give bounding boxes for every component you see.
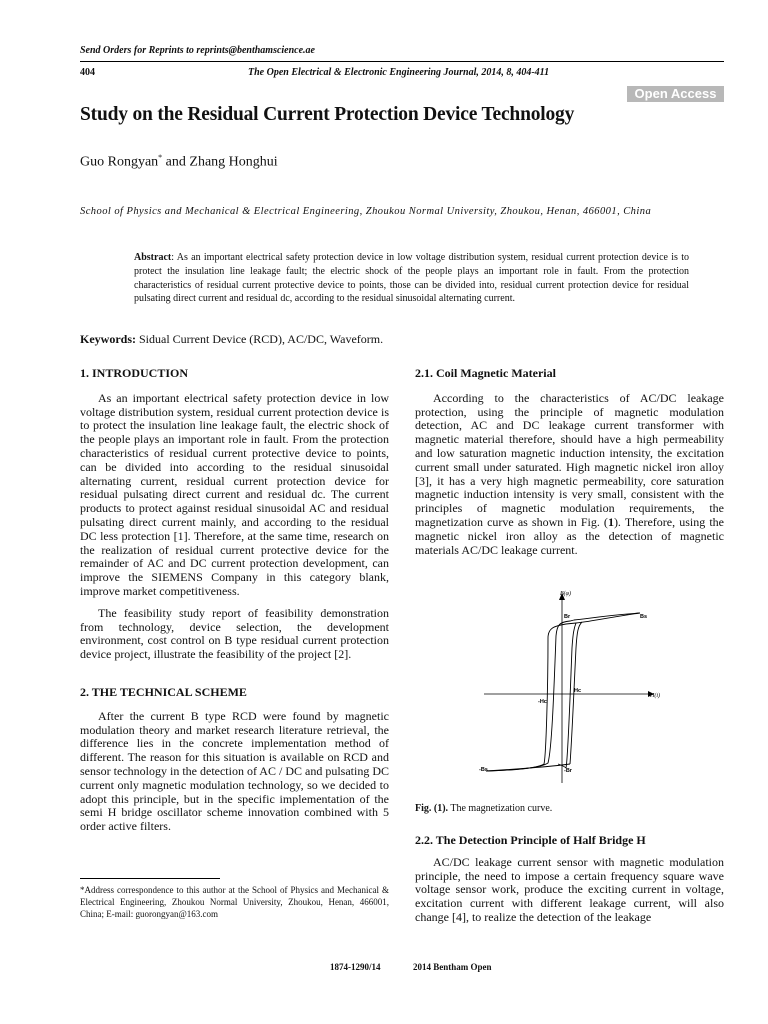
keywords-label: Keywords: [80,332,136,346]
hysteresis-top-branch-inner [576,613,640,623]
right-column-top [415,367,724,557]
y-axis-label: B(φ) [560,591,571,597]
bs-label: Bs [640,614,648,620]
abstract-text: : As an important electrical safety protection device in low voltage distribution system, residual current protection device is to protect the insulation line leakage fault; the electric shock of the people plays an important role in fault. From the protection characteristics of residual current protective device to points, those can be divided into, residual current protection device for residual pulsating direct current and residual dc, according to the residual sinusoidal alternating current. [134,252,689,305]
hysteresis-left-branch [486,620,574,771]
paper-title: Study on the Residual Current Protection Device Technology [80,104,575,125]
hysteresis-bottom-branch [486,764,570,771]
detection-principle-paragraph: AC/DC leakage current sensor with magnetic modulation principle, the need to impose a certain frequency square wave voltage sensor work, produce the exciting current in voltage, excitation current with different leakage current, will also change [4], to realize the detection of the leakage [415,854,724,924]
hysteresis-top-branch [574,613,640,620]
section-heading-coil-material: 2.1. Coil Magnetic Material [415,366,556,380]
figure-caption [415,803,552,814]
technical-scheme-paragraph: After the current B type RCD were found by magnetic modulation theory and market research literature retrieval, the difference lies in the concrete implementation method of different. The reason for this situation is available on RCD and sensor technology in the detection of AC / DC and pulsating DC current only magnetic modulation technology, so we decided to adopt this principle, but in the specific implementation of the semi H bridge oscillator scheme innovation combined with 5 order active filters. [80,708,389,834]
footer-publisher: 2014 Bentham Open [413,962,492,972]
header-rule [80,61,724,62]
x-axis-label: H(i) [650,693,660,699]
correspondence-footnote: *Address correspondence to this author at the School of Physics and Mechanical & Electrical Engineering, Zhoukou Normal University, Zhoukou, Henan, 466001, China; E-mail: guorongyan@163.com [80,885,389,919]
author-list [80,153,278,171]
keywords-text: Sidual Current Device (RCD), AC/DC, Waveform. [136,332,384,346]
hysteresis-left-branch-outer [486,623,576,771]
neg-hc-label: -Hc [538,699,547,705]
coil-material-text-a: According to the characteristics of AC/DC leakage protection, using the principle of magnetic modulation detection, AC and DC leakage current transformer with magnetic material therefore, should have a high permeability and low saturation magnetic induction intensity, the excitation current small under saturated. High magnetic nickel iron alloy [3], it has a very high magnetic permeability, core saturation magnetic induction intensity is very small, consistent with the principles of magnetic modulation requirements, the magnetization curve as shown in Fig. ( [415,390,724,529]
footnote-rule [80,878,220,879]
page-number: 404 [80,67,95,78]
reprint-note: Send Orders for Reprints to reprints@benthamscience.ae [80,45,315,56]
open-access-badge: Open Access [627,86,724,102]
right-column-bottom [415,834,724,925]
neg-bs-label: -Bs [479,767,488,773]
author-first: Guo Rongyan [80,154,159,170]
abstract-label: Abstract [134,252,172,263]
abstract [134,251,689,306]
section-heading-technical-scheme: 2. THE TECHNICAL SCHEME [80,684,247,699]
br-label: Br [564,614,571,620]
author-rest: and Zhang Honghui [162,154,278,170]
hc-label: Hc [574,688,582,694]
figure-reference: 1 [607,514,614,529]
keywords [80,332,383,347]
journal-citation: The Open Electrical & Electronic Engineering Journal, 2014, 8, 404-411 [248,67,550,78]
intro-paragraph-2: The feasibility study report of feasibility demonstration from technology, device selection, the development environment, cost control on B type residual current protection device project, illustrate the feasibility of the project [2]. [80,605,389,662]
section-heading-detection-principle: 2.2. The Detection Principle of Half Bridge H [415,833,646,847]
intro-paragraph-1: As an important electrical safety protection device in low voltage distribution system, residual current protection device is to protect the insulation line leakage fault, the electric shock of the people plays an important role in fault. From the protection characteristics of residual current protective device to points, can be divided into according to the residual sinusoidal alternating current, residual current protection device for residual pulsating direct current and residual dc. The current products to protect against residual sinusoidal AC and residual pulsating direct current mainly, and according to the residual DC less protection [1]. Therefore, at the same time, research on the realization of residual current protective device for the remainder of AC and DC current protection development, can improve the SIEMENS Company in this category blank, improve market competitiveness. [80,390,389,598]
figure-caption-label: Fig. (1). [415,803,449,814]
affiliation: School of Physics and Mechanical & Electrical Engineering, Zhoukou Normal University, Zhoukou, Henan, 466001, China [80,206,652,217]
corresponding-author-mark: * [158,153,163,162]
left-column [80,367,389,834]
footer-issn: 1874-1290/14 [330,962,381,972]
magnetization-curve-figure [478,588,718,793]
section-heading-introduction: 1. INTRODUCTION [80,366,189,380]
coil-material-text-b: ). Therefore, using the magnetic nickel iron alloy as the detection of magnetic materials AC/DC leakage current. [415,514,724,557]
figure-caption-text: The magnetization curve. [448,803,553,814]
coil-material-paragraph [415,392,724,558]
neg-br-label: -Br [564,768,572,774]
